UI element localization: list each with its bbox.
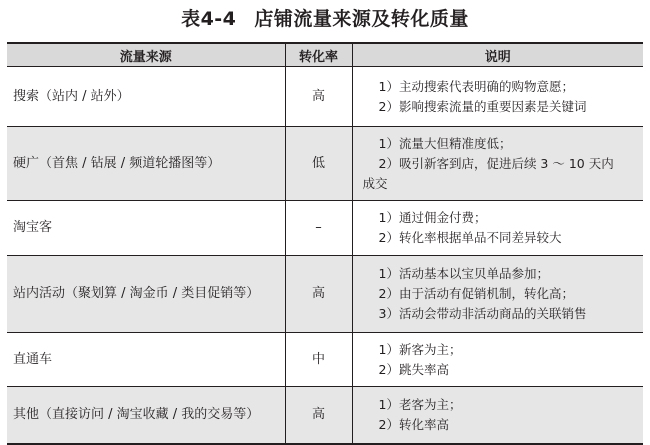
table-row: [7, 127, 643, 201]
desc-line: 1）主动搜索代表明确的购物意愿；: [378, 78, 574, 94]
header-source: 流量来源: [7, 43, 285, 67]
desc-line: 2）转化率根据单品不同差异较大: [378, 230, 562, 245]
desc-line: 2）转化率高: [378, 417, 449, 432]
table-row: [7, 67, 643, 127]
desc-cell: [352, 67, 643, 127]
desc-line: 1）通过佣金付费；: [378, 210, 487, 225]
source-cell: 其他（直接访问 / 淘宝收藏 / 我的交易等）: [7, 387, 285, 445]
header-rate: 转化率: [285, 43, 352, 67]
source-cell: 直通车: [7, 333, 285, 387]
desc-line: 1）老客为主；: [378, 397, 462, 412]
rate-cell: 高: [285, 256, 352, 333]
rate-cell: 高: [285, 67, 352, 127]
desc-line: 1）流量大但精准度低；: [378, 135, 512, 151]
rate-cell: 高: [285, 387, 352, 445]
rate-cell: 低: [285, 127, 352, 201]
rate-cell: –: [285, 201, 352, 256]
desc-cell: [352, 256, 643, 333]
table-row: [7, 201, 643, 256]
source-cell: 搜索（站内 / 站外）: [7, 67, 285, 127]
rate-cell: 中: [285, 333, 352, 387]
page-title: [0, 7, 650, 31]
desc-cell: [352, 127, 643, 201]
table-title-text: 店铺流量来源及转化质量: [254, 8, 469, 30]
desc-line: 2）由于活动有促销机制，转化高；: [378, 286, 574, 301]
table-number: 表4-4: [181, 8, 237, 30]
source-cell: 硬广（首焦 / 钻展 / 频道轮播图等）: [7, 127, 285, 201]
desc-line: 1）活动基本以宝贝单品参加；: [378, 266, 549, 281]
desc-line: 1）新客为主；: [378, 341, 462, 357]
table-row: [7, 256, 643, 333]
desc-line: 2）影响搜索流量的重要因素是关键词: [378, 98, 587, 114]
table-row: [7, 387, 643, 445]
desc-cell: [352, 201, 643, 256]
table-header-row: [7, 43, 643, 67]
table-row: [7, 333, 643, 387]
traffic-source-table: [7, 42, 643, 445]
desc-cell: [352, 387, 643, 445]
desc-cell: [352, 333, 643, 387]
header-desc: 说明: [352, 43, 643, 67]
desc-line: 2）吸引新客到店，促进后续 3 ～ 10 天内: [378, 155, 614, 171]
desc-line: 2）跳失率高: [378, 361, 449, 377]
source-cell: 淘宝客: [7, 201, 285, 256]
source-cell: 站内活动（聚划算 / 淘金币 / 类目促销等）: [7, 256, 285, 333]
desc-line: 成交: [362, 175, 388, 191]
desc-line: 3）活动会带动非活动商品的关联销售: [378, 306, 587, 321]
